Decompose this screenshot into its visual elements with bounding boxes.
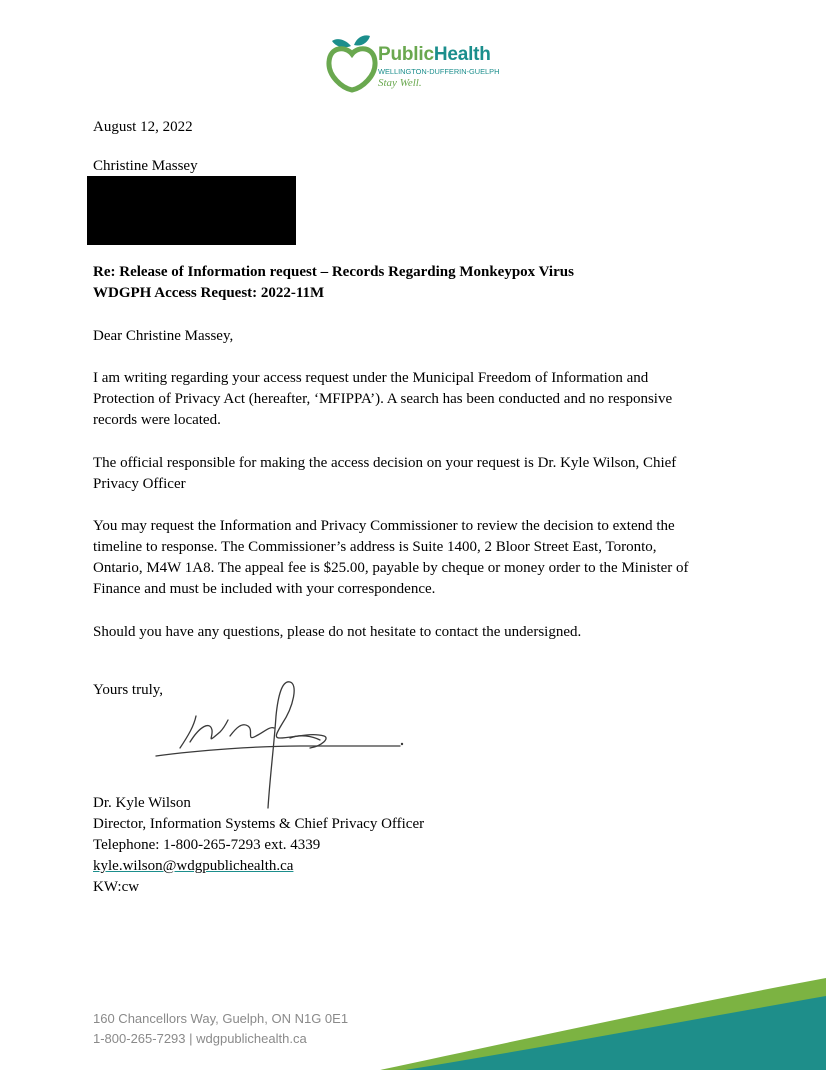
salutation: Dear Christine Massey, xyxy=(93,328,234,344)
paragraph-line: The official responsible for making the access decision on your request is Dr. Kyle Wilson, Chief xyxy=(93,455,677,471)
signatory-name: Dr. Kyle Wilson xyxy=(93,795,191,811)
paragraph-line: Privacy Officer xyxy=(93,476,186,492)
apple-heart-icon xyxy=(326,32,378,94)
paragraph-line: timeline to response. The Commissioner’s address is Suite 1400, 2 Bloor Street East, Toronto, xyxy=(93,539,657,555)
paragraph-questions: Should you have any questions, please do not hesitate to contact the undersigned. xyxy=(93,624,582,640)
paragraph-line: Finance and must be included with your correspondence. xyxy=(93,581,436,597)
public-health-logo xyxy=(326,32,501,94)
paragraph-line: Ontario, M4W 1A8. The appeal fee is $25.00, payable by cheque or money order to the Minister of xyxy=(93,560,689,576)
recipient-name: Christine Massey xyxy=(93,158,198,174)
redacted-address-block xyxy=(87,176,296,245)
signatory-email-link[interactable]: kyle.wilson@wdgpublichealth.ca xyxy=(93,858,294,874)
paragraph-line: I am writing regarding your access request under the Municipal Freedom of Information and xyxy=(93,370,649,386)
logo-tagline: Stay Well. xyxy=(378,77,422,89)
access-request-line: WDGPH Access Request: 2022-11M xyxy=(93,285,325,301)
letter-date: August 12, 2022 xyxy=(93,119,193,135)
signatory-title: Director, Information Systems & Chief Privacy Officer xyxy=(93,816,425,832)
typist-initials: KW:cw xyxy=(93,879,140,895)
paragraph-official-responsible xyxy=(93,453,733,495)
paragraph-appeal-info xyxy=(93,516,733,600)
paragraph-line: You may request the Information and Privacy Commissioner to review the decision to extend the xyxy=(93,518,675,534)
closing: Yours truly, xyxy=(93,682,164,698)
subject-line: Re: Release of Information request – Records Regarding Monkeypox Virus xyxy=(93,264,574,280)
logo-wordmark: PublicHealth xyxy=(378,44,491,65)
footer-contact: 1-800-265-7293 | wdgpublichealth.ca xyxy=(93,1031,307,1046)
paragraph-search-result xyxy=(93,368,733,431)
paragraph-line: records were located. xyxy=(93,412,221,428)
logo-region: WELLINGTON-DUFFERIN-GUELPH xyxy=(378,67,500,76)
paragraph-line: Protection of Privacy Act (hereafter, ‘MFIPPA’). A search has been conducted and no responsive xyxy=(93,391,673,407)
signatory-telephone: Telephone: 1-800-265-7293 ext. 4339 xyxy=(93,837,321,853)
footer-address: 160 Chancellors Way, Guelph, ON N1G 0E1 xyxy=(93,1011,349,1026)
